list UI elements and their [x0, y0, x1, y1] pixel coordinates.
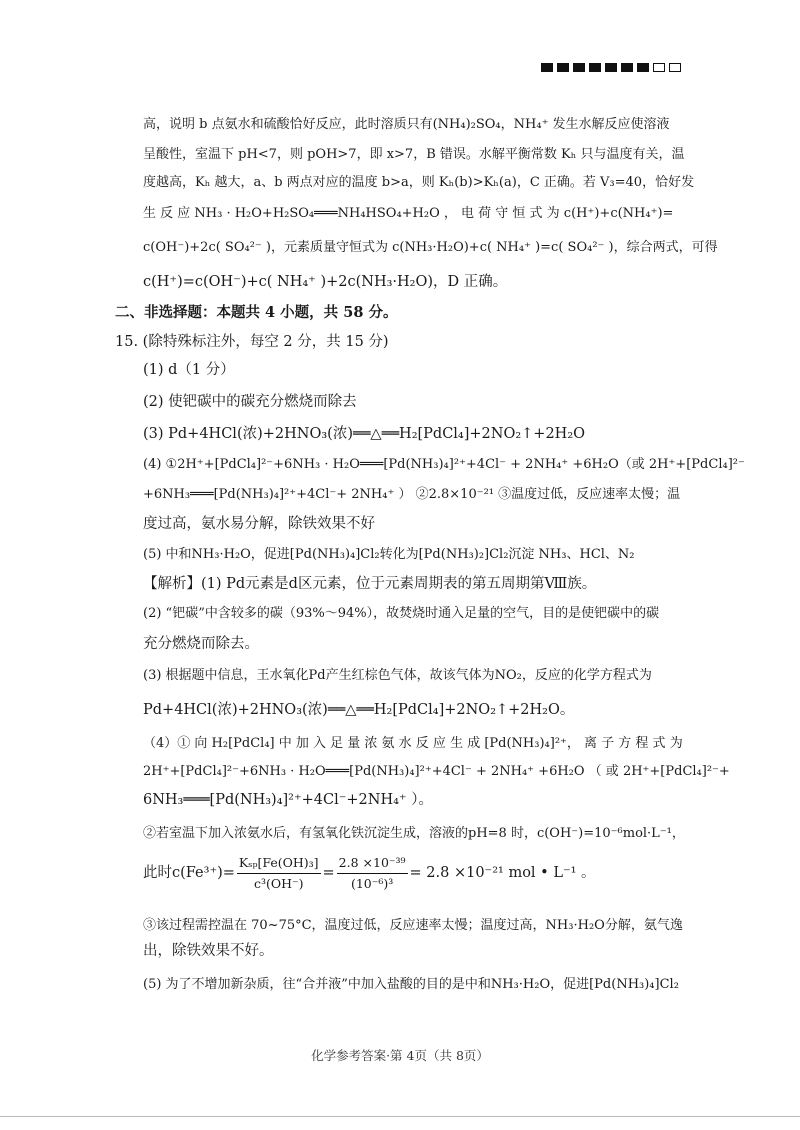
- analysis-line: （4）① 向 H₂[PdCl₄] 中 加 入 足 量 浓 氨 水 反 应 生 成 [Pd(NH₃)₄]²⁺， 离 子 方 程 式 为: [143, 736, 683, 751]
- marker-square-filled: [605, 63, 617, 72]
- analysis-line: 充分燃烧而除去。: [143, 636, 259, 652]
- answer-line: (1) d（1 分）: [143, 362, 235, 378]
- marker-square-filled: [637, 63, 649, 72]
- marker-square-filled: [573, 63, 585, 72]
- text-line: 生 反 应 NH₃ · H₂O+H₂SO₄═══NH₄HSO₄+H₂O ， 电 荷 守 恒 式 为 c(H⁺)+c(NH₄⁺)=: [143, 206, 674, 221]
- text-line: 呈酸性，室温下 pH<7，则 pOH>7，即 x>7，B 错误。水解平衡常数 Kₕ 只与温度有关，温: [143, 147, 685, 162]
- page-footer: 化学参考答案·第 4页（共 8页）: [311, 1048, 489, 1063]
- fraction-numerator: Kₛₚ[Fe(OH)₃]: [237, 853, 321, 874]
- text-line: 度越高，Kₕ 越大，a、b 两点对应的温度 b>a，则 Kₕ(b)>Kₕ(a)，C 正确。若 V₃=40，恰好发: [143, 175, 695, 190]
- analysis-line: (2) “钯碳”中含较多的碳（93%～94%），故焚烧时通入足量的空气，目的是使钯碳中的碳: [143, 606, 660, 621]
- answer-line: (2) 使钯碳中的碳充分燃烧而除去: [143, 394, 357, 410]
- answer-line: (4) ①2H⁺+[PdCl₄]²⁻+6NH₃ · H₂O═══[Pd(NH₃)₄]²⁺+4Cl⁻ + 2NH₄⁺ +6H₂O（或 2H⁺+[PdCl₄]²⁻: [143, 457, 745, 472]
- marker-square-empty: [653, 63, 665, 72]
- analysis-line: ③该过程需控温在 70~75°C，温度过低，反应速率太慢；温度过高，NH₃·H₂O分解，氨气逸: [143, 918, 683, 933]
- analysis-line: (5) 为了不增加新杂质，往“合并液”中加入盐酸的目的是中和NH₃·H₂O，促进[Pd(NH₃)₄]Cl₂: [143, 977, 679, 992]
- marker-square-filled: [621, 63, 633, 72]
- formula-lead: 此时c(Fe³⁺)=: [143, 865, 235, 881]
- analysis-line: 2H⁺+[PdCl₄]²⁻+6NH₃ · H₂O═══[Pd(NH₃)₄]²⁺+4Cl⁻ + 2NH₄⁺ +6H₂O （ 或 2H⁺+[PdCl₄]²⁻+: [143, 764, 730, 779]
- fraction-value: [337, 853, 408, 894]
- page-marker: [541, 63, 681, 72]
- text-line: c(OH⁻)+2c( SO₄²⁻ )，元素质量守恒式为 c(NH₃·H₂O)+c( NH₄⁺ )=c( SO₄²⁻ )，综合两式，可得: [143, 240, 718, 255]
- analysis-line: 出，除铁效果不好。: [143, 943, 274, 959]
- analysis-line: 【解析】(1) Pd元素是d区元素，位于元素周期表的第五周期第Ⅷ族。: [143, 576, 597, 592]
- analysis-line: ②若室温下加入浓氨水后，有氢氧化铁沉淀生成，溶液的pH=8 时，c(OH⁻)=10⁻⁶mol·L⁻¹，: [143, 826, 685, 841]
- question-heading: 15. (除特殊标注外，每空 2 分，共 15 分): [115, 334, 389, 350]
- formula-result: = 2.8 ×10⁻²¹ mol • L⁻¹ 。: [409, 865, 596, 881]
- text-line: 高，说明 b 点氨水和硫酸恰好反应，此时溶质只有(NH₄)₂SO₄，NH₄⁺ 发生水解反应使溶液: [143, 117, 670, 132]
- marker-square-filled: [541, 63, 553, 72]
- answer-line: (3) Pd+4HCl(浓)+2HNO₃(浓)══△══H₂[PdCl₄]+2NO₂↑+2H₂O: [143, 426, 586, 442]
- marker-square-empty: [669, 63, 681, 72]
- analysis-line: Pd+4HCl(浓)+2HNO₃(浓)══△══H₂[PdCl₄]+2NO₂↑+2H₂O。: [143, 702, 575, 718]
- answer-line: +6NH₃═══[Pd(NH₃)₄]²⁺+4Cl⁻+ 2NH₄⁺ ） ②2.8×10⁻²¹ ③温度过低，反应速率太慢；温: [143, 487, 681, 502]
- fraction-ksp: [237, 853, 321, 894]
- marker-square-filled: [557, 63, 569, 72]
- fe-concentration-formula: [143, 853, 596, 893]
- fraction-denominator: (10⁻⁶)³: [350, 875, 394, 891]
- marker-square-filled: [589, 63, 601, 72]
- page-edge-divider: [0, 1116, 800, 1117]
- analysis-line: (3) 根据题中信息，王水氧化Pd产生红棕色气体，故该气体为NO₂，反应的化学方程式为: [143, 668, 652, 683]
- answer-line: 度过高，氨水易分解，除铁效果不好: [143, 516, 375, 532]
- analysis-line: 6NH₃═══[Pd(NH₃)₄]²⁺+4Cl⁻+2NH₄⁺ ）。: [143, 792, 433, 808]
- fraction-numerator: 2.8 ×10⁻³⁹: [337, 853, 408, 874]
- section-heading: 二、非选择题：本题共 4 小题，共 58 分。: [115, 304, 398, 321]
- fraction-denominator: c³(OH⁻): [253, 875, 304, 891]
- text-line: c(H⁺)=c(OH⁻)+c( NH₄⁺ )+2c(NH₃·H₂O)，D 正确。: [143, 274, 508, 290]
- formula-equals: =: [322, 865, 335, 881]
- answer-line: (5) 中和NH₃·H₂O，促进[Pd(NH₃)₄]Cl₂转化为[Pd(NH₃)₂]Cl₂沉淀 NH₃、HCl、N₂: [143, 547, 635, 562]
